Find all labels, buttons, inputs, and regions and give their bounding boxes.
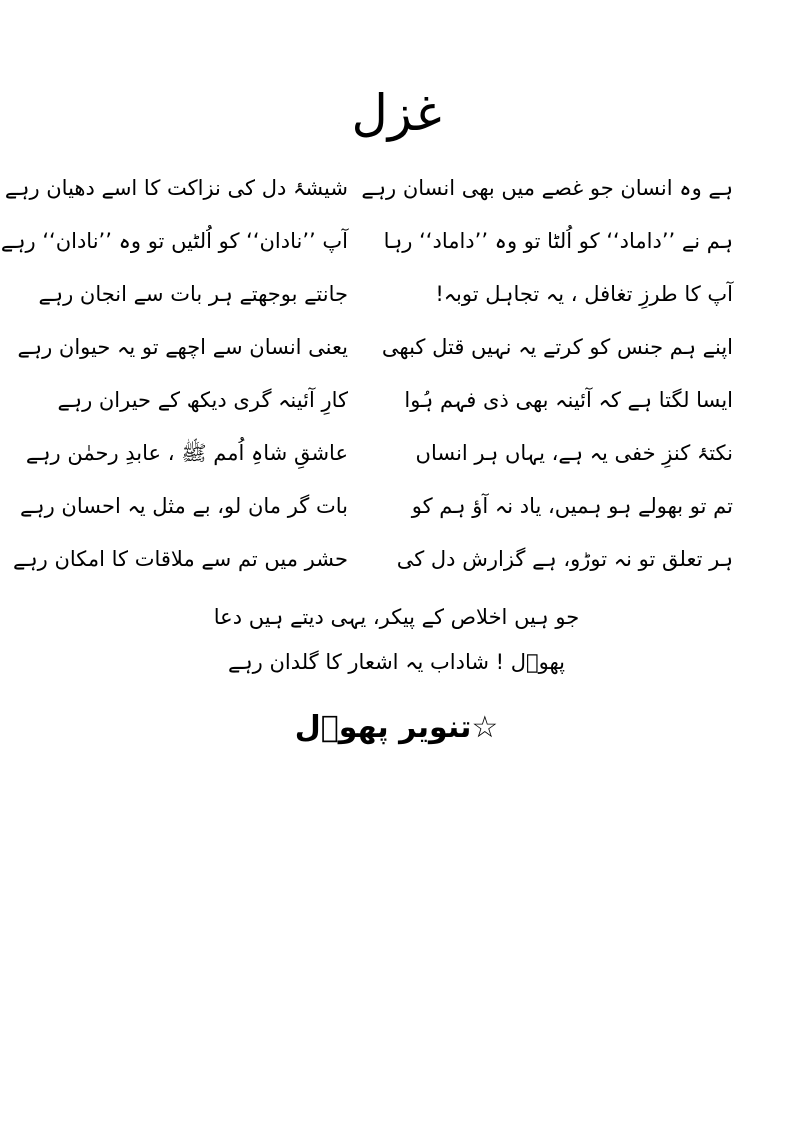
couplet (0, 327, 793, 367)
couplet (0, 221, 793, 261)
couplet (0, 380, 793, 420)
couplet-first-line: تم تو بھولے ہو ہمیں، یاد نہ آؤ ہم کو (411, 494, 733, 518)
couplet-second-line: جانتے بوجھتے ہر بات سے انجان رہے (38, 282, 348, 306)
couplet-second-line: کارِ آئینہ گری دیکھ کے حیران رہے (57, 388, 348, 412)
couplet-second-line: شیشۂ دل کی نزاکت کا اسے دھیان رہے (4, 176, 348, 200)
couplet (0, 539, 793, 579)
poem-title: غزل (351, 84, 442, 142)
couplet-first-line: آپ کا طرزِ تغافل ، یہ تجاہل توبہ! (435, 282, 733, 306)
couplet-second-line: حشر میں تم سے ملاقات کا امکان رہے (13, 547, 348, 571)
poet-signature: ☆تنویر پھوؔل (294, 710, 499, 745)
couplet (0, 433, 793, 473)
couplet (0, 486, 793, 526)
couplet-first-line: اپنے ہم جنس کو کرتے یہ نہیں قتل کبھی (381, 335, 733, 359)
couplet-second-line: بات گر مان لو، بے مثل یہ احسان رہے (19, 494, 348, 518)
couplet (0, 168, 793, 208)
couplet-second-line: یعنی انسان سے اچھے تو یہ حیوان رہے (17, 335, 348, 359)
couplet-second-line: عاشقِ شاہِ اُمم ﷺ ، عابدِ رحمٰن رہے (25, 441, 348, 465)
couplet-first-line: نکتۂ کنزِ خفی یہ ہے، یہاں ہر انساں (415, 441, 733, 465)
couplet (0, 274, 793, 314)
closing-line-2: پھوؔل ! شاداب یہ اشعار کا گلدان رہے (228, 650, 565, 674)
couplet-first-line: ہر تعلق تو نہ توڑو، ہے گزارش دل کی (396, 547, 733, 571)
couplet-first-line: ایسا لگتا ہے کہ آئینہ بھی ذی فہم ہُوا (404, 388, 733, 412)
couplet-first-line: ہم نے ’’داماد‘‘ کو اُلٹا تو وہ ’’داماد‘‘ رہا (383, 229, 733, 253)
closing-line-1: جو ہیں اخلاص کے پیکر، یہی دیتے ہیں دعا (213, 605, 580, 629)
couplet-second-line: آپ ’’نادان‘‘ کو اُلٹیں تو وہ ’’نادان‘‘ رہے (0, 229, 348, 253)
couplet-first-line: ہے وہ انسان جو غصے میں بھی انسان رہے (361, 176, 733, 200)
